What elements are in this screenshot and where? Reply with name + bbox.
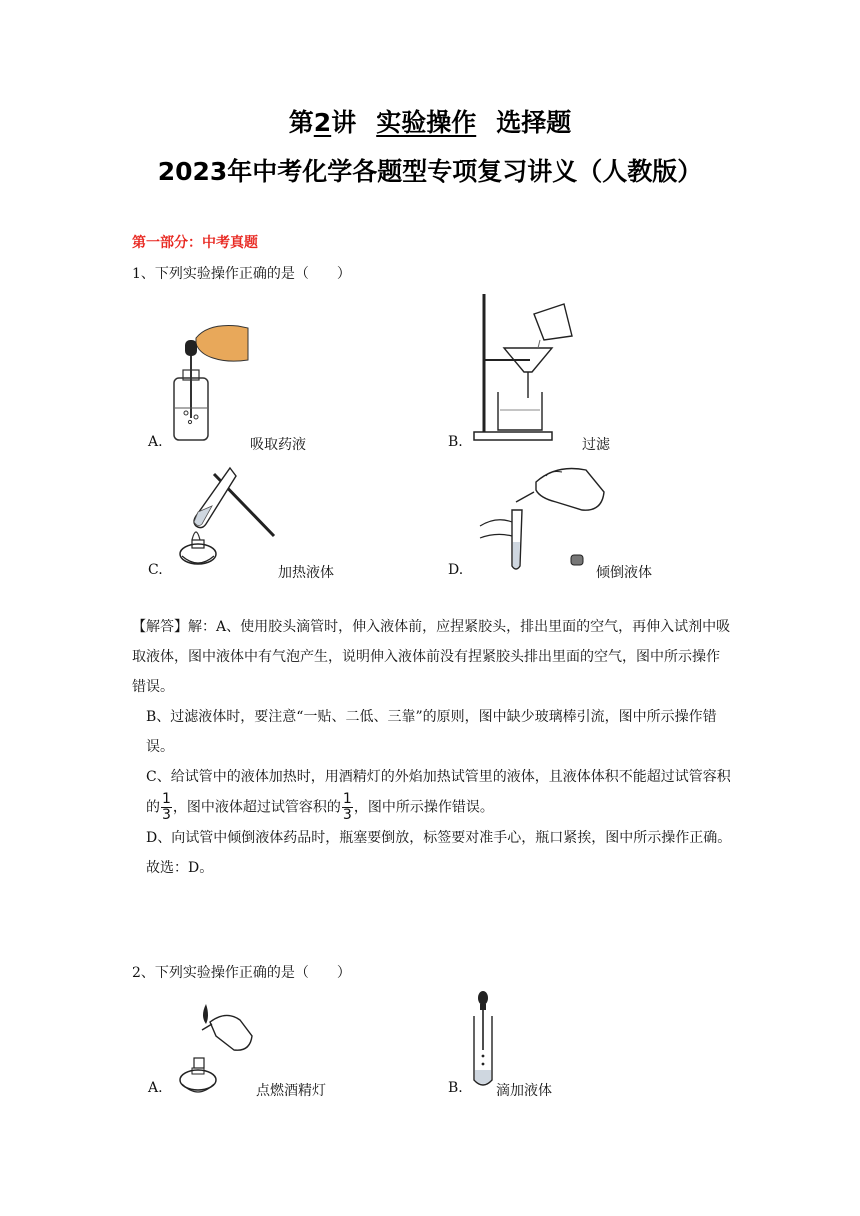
dropper-bottle-icon [168,318,258,443]
document-page: 第2讲 实验操作 选择题 2023年中考化学各题型专项复习讲义（人教版） 第一部分：中考真题 1、下列实验操作正确的是（ ） A. 吸取药液 B. 过滤 C. 加热液体 D. 倾倒液体 【解答】解：A、使用胶头滴管时，伸入液体前，应捏紧胶头，排出里面的空气，再伸入试剂中吸取液体，图中液体中有气泡产生，说明伸入液体前没有捏紧胶头排出里面的空气，图中所示操作错误。 B、过滤液体时，要注意“一贴、二低、三靠”的原则，图中缺少玻璃棒引流，图中所示操作错误。 C、给试管中的液体加热时，用酒精灯的外焰加热试管里的液体，且液体体积不能超过试管容积的 $\frac{1}{3}$ ，图中液体超过试管容积的 $\frac{1}{3}$ ，图中所示操作错误。 D、向试管中倾倒液体药品时，瓶塞要倒放，标签要对准手心，瓶口紧挨，图中所示操作正确。 故选：D。 2、下列实验操作正确的是（ ） A. 点燃酒精灯 B. 滴加液体 [0,0,860,1216]
option-d-caption: 倾倒液体 [596,565,652,581]
lighting-lamp-icon [176,1000,256,1100]
lecture-title: 第2讲 实验操作 选择题 [288,108,572,137]
q2-option-a-caption: 点燃酒精灯 [256,1083,326,1099]
answer-part-c: C、给试管中的液体加热时，用酒精灯的外焰加热试管里的液体，且液体体积不能超过试管容积的 $\frac{1}{3}$ ，图中液体超过试管容积的 $\frac{1}{3}$ ，图中所示操作错误。 [146,769,731,823]
lecture-kind: 选择题 [496,108,572,137]
answer-part-b: B、过滤液体时，要注意“一贴、二低、三靠”的原则，图中缺少玻璃棒引流，图中所示操作错误。 [146,709,717,755]
fraction-one-third: $\frac{1}{3}$ [342,791,352,823]
option-c-caption: 加热液体 [278,565,334,581]
dropping-liquid-icon [468,990,498,1090]
question-2-stem: 2、下列实验操作正确的是（ ） [132,965,351,981]
answer-part-a: 【解答】解：A、使用胶头滴管时，伸入液体前，应捏紧胶头，排出里面的空气，再伸入试剂中吸取液体，图中液体中有气泡产生，说明伸入液体前没有捏紧胶头排出里面的空气，图中所示操作错误。 [132,619,731,695]
answer-part-d: D、向试管中倾倒液体药品时，瓶塞要倒放，标签要对准手心，瓶口紧挨，图中所示操作正确。 [146,830,732,846]
answer-choice: 故选：D。 [146,860,214,876]
section-heading: 第一部分：中考真题 [132,235,258,251]
fraction-one-third: $\frac{1}{3}$ [162,791,171,823]
filter-funnel-icon [468,292,588,442]
question-1-stem: 1、下列实验操作正确的是（ ） [132,266,351,282]
document-subtitle: 2023年中考化学各题型专项复习讲义（人教版） [157,157,703,186]
answer-block [132,612,732,883]
lecture-topic: 实验操作 [376,108,477,137]
lecture-number: 2 [313,108,332,137]
q2-option-b-caption: 滴加液体 [496,1083,552,1099]
pouring-liquid-icon [476,462,626,572]
option-b-caption: 过滤 [582,437,610,453]
heating-tube-icon [176,462,286,572]
option-a-caption: 吸取药液 [250,437,306,453]
